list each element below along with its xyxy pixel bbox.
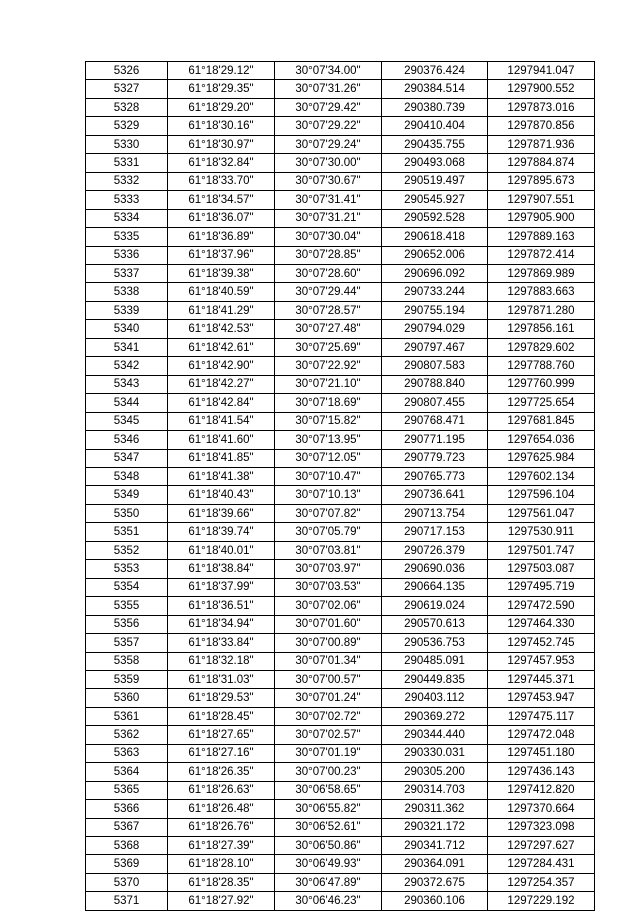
latitude-cell: 61°18'42.84" xyxy=(168,394,275,412)
y-coordinate-cell: 1297889.163 xyxy=(488,228,595,246)
latitude-cell: 61°18'31.03" xyxy=(168,670,275,688)
point-number-cell: 5340 xyxy=(86,320,168,338)
x-coordinate-cell: 290403.112 xyxy=(382,689,488,707)
point-number-cell: 5347 xyxy=(86,449,168,467)
table-row xyxy=(86,781,595,799)
longitude-cell: 30°07'22.92" xyxy=(275,357,382,375)
longitude-cell: 30°07'29.44" xyxy=(275,283,382,301)
latitude-cell: 61°18'37.96" xyxy=(168,246,275,264)
y-coordinate-cell: 1297436.143 xyxy=(488,763,595,781)
table-row xyxy=(86,855,595,873)
point-number-cell: 5329 xyxy=(86,117,168,135)
latitude-cell: 61°18'40.01" xyxy=(168,541,275,559)
table-row xyxy=(86,394,595,412)
point-number-cell: 5349 xyxy=(86,486,168,504)
point-number-cell: 5343 xyxy=(86,375,168,393)
table-row xyxy=(86,726,595,744)
longitude-cell: 30°07'13.95" xyxy=(275,431,382,449)
table-row xyxy=(86,597,595,615)
table-row xyxy=(86,246,595,264)
point-number-cell: 5328 xyxy=(86,98,168,116)
longitude-cell: 30°06'46.23" xyxy=(275,892,382,910)
latitude-cell: 61°18'28.35" xyxy=(168,873,275,891)
y-coordinate-cell: 1297884.874 xyxy=(488,154,595,172)
table-row xyxy=(86,117,595,135)
point-number-cell: 5358 xyxy=(86,652,168,670)
table-row xyxy=(86,357,595,375)
latitude-cell: 61°18'41.54" xyxy=(168,412,275,430)
x-coordinate-cell: 290493.068 xyxy=(382,154,488,172)
y-coordinate-cell: 1297681.845 xyxy=(488,412,595,430)
x-coordinate-cell: 290733.244 xyxy=(382,283,488,301)
latitude-cell: 61°18'40.43" xyxy=(168,486,275,504)
table-row xyxy=(86,154,595,172)
longitude-cell: 30°06'50.86" xyxy=(275,837,382,855)
longitude-cell: 30°07'01.60" xyxy=(275,615,382,633)
longitude-cell: 30°07'29.24" xyxy=(275,135,382,153)
x-coordinate-cell: 290696.092 xyxy=(382,264,488,282)
x-coordinate-cell: 290618.418 xyxy=(382,228,488,246)
x-coordinate-cell: 290314.703 xyxy=(382,781,488,799)
point-number-cell: 5338 xyxy=(86,283,168,301)
longitude-cell: 30°06'47.89" xyxy=(275,873,382,891)
x-coordinate-cell: 290619.024 xyxy=(382,597,488,615)
point-number-cell: 5357 xyxy=(86,634,168,652)
x-coordinate-cell: 290341.712 xyxy=(382,837,488,855)
longitude-cell: 30°07'30.04" xyxy=(275,228,382,246)
latitude-cell: 61°18'26.48" xyxy=(168,800,275,818)
latitude-cell: 61°18'30.16" xyxy=(168,117,275,135)
table-row xyxy=(86,172,595,190)
point-number-cell: 5359 xyxy=(86,670,168,688)
latitude-cell: 61°18'41.29" xyxy=(168,301,275,319)
y-coordinate-cell: 1297445.371 xyxy=(488,670,595,688)
point-number-cell: 5352 xyxy=(86,541,168,559)
y-coordinate-cell: 1297561.047 xyxy=(488,504,595,522)
table-row xyxy=(86,228,595,246)
y-coordinate-cell: 1297284.431 xyxy=(488,855,595,873)
x-coordinate-cell: 290768.471 xyxy=(382,412,488,430)
y-coordinate-cell: 1297472.048 xyxy=(488,726,595,744)
longitude-cell: 30°07'03.53" xyxy=(275,578,382,596)
longitude-cell: 30°07'01.24" xyxy=(275,689,382,707)
longitude-cell: 30°07'28.85" xyxy=(275,246,382,264)
longitude-cell: 30°07'25.69" xyxy=(275,338,382,356)
table-row xyxy=(86,504,595,522)
y-coordinate-cell: 1297412.820 xyxy=(488,781,595,799)
latitude-cell: 61°18'34.94" xyxy=(168,615,275,633)
y-coordinate-cell: 1297856.161 xyxy=(488,320,595,338)
latitude-cell: 61°18'27.92" xyxy=(168,892,275,910)
table-row xyxy=(86,818,595,836)
point-number-cell: 5351 xyxy=(86,523,168,541)
latitude-cell: 61°18'36.07" xyxy=(168,209,275,227)
table-row xyxy=(86,707,595,725)
table-row xyxy=(86,412,595,430)
longitude-cell: 30°07'02.06" xyxy=(275,597,382,615)
table-row xyxy=(86,689,595,707)
latitude-cell: 61°18'27.16" xyxy=(168,744,275,762)
x-coordinate-cell: 290807.583 xyxy=(382,357,488,375)
y-coordinate-cell: 1297869.989 xyxy=(488,264,595,282)
point-number-cell: 5327 xyxy=(86,80,168,98)
x-coordinate-cell: 290726.379 xyxy=(382,541,488,559)
x-coordinate-cell: 290717.153 xyxy=(382,523,488,541)
y-coordinate-cell: 1297297.627 xyxy=(488,837,595,855)
table-row xyxy=(86,320,595,338)
longitude-cell: 30°07'00.23" xyxy=(275,763,382,781)
latitude-cell: 61°18'26.76" xyxy=(168,818,275,836)
latitude-cell: 61°18'26.35" xyxy=(168,763,275,781)
point-number-cell: 5365 xyxy=(86,781,168,799)
y-coordinate-cell: 1297453.947 xyxy=(488,689,595,707)
point-number-cell: 5361 xyxy=(86,707,168,725)
x-coordinate-cell: 290713.754 xyxy=(382,504,488,522)
y-coordinate-cell: 1297870.856 xyxy=(488,117,595,135)
point-number-cell: 5366 xyxy=(86,800,168,818)
y-coordinate-cell: 1297503.087 xyxy=(488,560,595,578)
latitude-cell: 61°18'41.60" xyxy=(168,431,275,449)
table-row xyxy=(86,449,595,467)
y-coordinate-cell: 1297596.104 xyxy=(488,486,595,504)
y-coordinate-cell: 1297457.953 xyxy=(488,652,595,670)
point-number-cell: 5354 xyxy=(86,578,168,596)
x-coordinate-cell: 290311.362 xyxy=(382,800,488,818)
latitude-cell: 61°18'36.89" xyxy=(168,228,275,246)
latitude-cell: 61°18'26.63" xyxy=(168,781,275,799)
longitude-cell: 30°07'30.67" xyxy=(275,172,382,190)
point-number-cell: 5355 xyxy=(86,597,168,615)
y-coordinate-cell: 1297788.760 xyxy=(488,357,595,375)
point-number-cell: 5346 xyxy=(86,431,168,449)
table-row xyxy=(86,467,595,485)
table-row xyxy=(86,578,595,596)
y-coordinate-cell: 1297873.016 xyxy=(488,98,595,116)
x-coordinate-cell: 290592.528 xyxy=(382,209,488,227)
table-row xyxy=(86,652,595,670)
longitude-cell: 30°07'07.82" xyxy=(275,504,382,522)
point-number-cell: 5368 xyxy=(86,837,168,855)
point-number-cell: 5326 xyxy=(86,62,168,80)
latitude-cell: 61°18'30.97" xyxy=(168,135,275,153)
longitude-cell: 30°07'31.41" xyxy=(275,191,382,209)
latitude-cell: 61°18'29.35" xyxy=(168,80,275,98)
latitude-cell: 61°18'42.53" xyxy=(168,320,275,338)
point-number-cell: 5367 xyxy=(86,818,168,836)
table-row xyxy=(86,80,595,98)
y-coordinate-cell: 1297872.414 xyxy=(488,246,595,264)
longitude-cell: 30°07'10.13" xyxy=(275,486,382,504)
y-coordinate-cell: 1297871.280 xyxy=(488,301,595,319)
x-coordinate-cell: 290485.091 xyxy=(382,652,488,670)
point-number-cell: 5363 xyxy=(86,744,168,762)
longitude-cell: 30°07'15.82" xyxy=(275,412,382,430)
table-row xyxy=(86,634,595,652)
latitude-cell: 61°18'28.10" xyxy=(168,855,275,873)
longitude-cell: 30°07'29.22" xyxy=(275,117,382,135)
point-number-cell: 5331 xyxy=(86,154,168,172)
y-coordinate-cell: 1297501.747 xyxy=(488,541,595,559)
table-row xyxy=(86,135,595,153)
x-coordinate-cell: 290788.840 xyxy=(382,375,488,393)
longitude-cell: 30°07'27.48" xyxy=(275,320,382,338)
latitude-cell: 61°18'42.61" xyxy=(168,338,275,356)
latitude-cell: 61°18'42.27" xyxy=(168,375,275,393)
longitude-cell: 30°06'58.65" xyxy=(275,781,382,799)
latitude-cell: 61°18'39.74" xyxy=(168,523,275,541)
y-coordinate-cell: 1297895.673 xyxy=(488,172,595,190)
longitude-cell: 30°07'05.79" xyxy=(275,523,382,541)
point-number-cell: 5339 xyxy=(86,301,168,319)
table-row xyxy=(86,375,595,393)
coordinates-table xyxy=(85,61,595,911)
latitude-cell: 61°18'27.39" xyxy=(168,837,275,855)
latitude-cell: 61°18'32.84" xyxy=(168,154,275,172)
table-row xyxy=(86,209,595,227)
x-coordinate-cell: 290797.467 xyxy=(382,338,488,356)
x-coordinate-cell: 290570.613 xyxy=(382,615,488,633)
y-coordinate-cell: 1297254.357 xyxy=(488,873,595,891)
y-coordinate-cell: 1297229.192 xyxy=(488,892,595,910)
table-row xyxy=(86,892,595,910)
longitude-cell: 30°07'28.60" xyxy=(275,264,382,282)
point-number-cell: 5330 xyxy=(86,135,168,153)
y-coordinate-cell: 1297472.590 xyxy=(488,597,595,615)
table-row xyxy=(86,744,595,762)
latitude-cell: 61°18'29.20" xyxy=(168,98,275,116)
y-coordinate-cell: 1297829.602 xyxy=(488,338,595,356)
point-number-cell: 5333 xyxy=(86,191,168,209)
y-coordinate-cell: 1297871.936 xyxy=(488,135,595,153)
point-number-cell: 5345 xyxy=(86,412,168,430)
point-number-cell: 5353 xyxy=(86,560,168,578)
point-number-cell: 5334 xyxy=(86,209,168,227)
y-coordinate-cell: 1297654.036 xyxy=(488,431,595,449)
longitude-cell: 30°07'10.47" xyxy=(275,467,382,485)
latitude-cell: 61°18'32.18" xyxy=(168,652,275,670)
x-coordinate-cell: 290779.723 xyxy=(382,449,488,467)
x-coordinate-cell: 290736.641 xyxy=(382,486,488,504)
latitude-cell: 61°18'28.45" xyxy=(168,707,275,725)
table-row xyxy=(86,486,595,504)
table-row xyxy=(86,523,595,541)
x-coordinate-cell: 290321.172 xyxy=(382,818,488,836)
table-row xyxy=(86,301,595,319)
x-coordinate-cell: 290372.675 xyxy=(382,873,488,891)
x-coordinate-cell: 290652.006 xyxy=(382,246,488,264)
x-coordinate-cell: 290305.200 xyxy=(382,763,488,781)
table-row xyxy=(86,670,595,688)
y-coordinate-cell: 1297530.911 xyxy=(488,523,595,541)
table-row xyxy=(86,283,595,301)
longitude-cell: 30°06'52.61" xyxy=(275,818,382,836)
latitude-cell: 61°18'39.66" xyxy=(168,504,275,522)
x-coordinate-cell: 290771.195 xyxy=(382,431,488,449)
point-number-cell: 5344 xyxy=(86,394,168,412)
y-coordinate-cell: 1297452.745 xyxy=(488,634,595,652)
point-number-cell: 5369 xyxy=(86,855,168,873)
longitude-cell: 30°07'00.57" xyxy=(275,670,382,688)
point-number-cell: 5348 xyxy=(86,467,168,485)
longitude-cell: 30°07'31.26" xyxy=(275,80,382,98)
x-coordinate-cell: 290519.497 xyxy=(382,172,488,190)
longitude-cell: 30°07'00.89" xyxy=(275,634,382,652)
longitude-cell: 30°07'28.57" xyxy=(275,301,382,319)
latitude-cell: 61°18'29.53" xyxy=(168,689,275,707)
table-row xyxy=(86,264,595,282)
x-coordinate-cell: 290364.091 xyxy=(382,855,488,873)
point-number-cell: 5362 xyxy=(86,726,168,744)
table-row xyxy=(86,98,595,116)
coordinates-table-body xyxy=(86,62,595,911)
y-coordinate-cell: 1297907.551 xyxy=(488,191,595,209)
point-number-cell: 5370 xyxy=(86,873,168,891)
y-coordinate-cell: 1297725.654 xyxy=(488,394,595,412)
table-row xyxy=(86,873,595,891)
y-coordinate-cell: 1297464.330 xyxy=(488,615,595,633)
table-row xyxy=(86,62,595,80)
table-row xyxy=(86,800,595,818)
x-coordinate-cell: 290449.835 xyxy=(382,670,488,688)
longitude-cell: 30°06'55.82" xyxy=(275,800,382,818)
x-coordinate-cell: 290384.514 xyxy=(382,80,488,98)
point-number-cell: 5350 xyxy=(86,504,168,522)
longitude-cell: 30°07'21.10" xyxy=(275,375,382,393)
latitude-cell: 61°18'40.59" xyxy=(168,283,275,301)
latitude-cell: 61°18'38.84" xyxy=(168,560,275,578)
point-number-cell: 5364 xyxy=(86,763,168,781)
longitude-cell: 30°07'18.69" xyxy=(275,394,382,412)
x-coordinate-cell: 290330.031 xyxy=(382,744,488,762)
latitude-cell: 61°18'33.70" xyxy=(168,172,275,190)
table-row xyxy=(86,763,595,781)
y-coordinate-cell: 1297941.047 xyxy=(488,62,595,80)
point-number-cell: 5336 xyxy=(86,246,168,264)
longitude-cell: 30°07'12.05" xyxy=(275,449,382,467)
longitude-cell: 30°07'30.00" xyxy=(275,154,382,172)
longitude-cell: 30°07'02.57" xyxy=(275,726,382,744)
y-coordinate-cell: 1297625.984 xyxy=(488,449,595,467)
x-coordinate-cell: 290664.135 xyxy=(382,578,488,596)
x-coordinate-cell: 290794.029 xyxy=(382,320,488,338)
x-coordinate-cell: 290376.424 xyxy=(382,62,488,80)
table-row xyxy=(86,560,595,578)
table-row xyxy=(86,541,595,559)
x-coordinate-cell: 290435.755 xyxy=(382,135,488,153)
y-coordinate-cell: 1297883.663 xyxy=(488,283,595,301)
longitude-cell: 30°07'34.00" xyxy=(275,62,382,80)
longitude-cell: 30°07'03.97" xyxy=(275,560,382,578)
table-row xyxy=(86,191,595,209)
x-coordinate-cell: 290765.773 xyxy=(382,467,488,485)
latitude-cell: 61°18'39.38" xyxy=(168,264,275,282)
point-number-cell: 5360 xyxy=(86,689,168,707)
x-coordinate-cell: 290410.404 xyxy=(382,117,488,135)
longitude-cell: 30°07'03.81" xyxy=(275,541,382,559)
x-coordinate-cell: 290344.440 xyxy=(382,726,488,744)
x-coordinate-cell: 290380.739 xyxy=(382,98,488,116)
latitude-cell: 61°18'41.38" xyxy=(168,467,275,485)
latitude-cell: 61°18'37.99" xyxy=(168,578,275,596)
longitude-cell: 30°07'01.34" xyxy=(275,652,382,670)
latitude-cell: 61°18'33.84" xyxy=(168,634,275,652)
latitude-cell: 61°18'27.65" xyxy=(168,726,275,744)
table-row xyxy=(86,338,595,356)
longitude-cell: 30°06'49.93" xyxy=(275,855,382,873)
x-coordinate-cell: 290755.194 xyxy=(382,301,488,319)
x-coordinate-cell: 290536.753 xyxy=(382,634,488,652)
latitude-cell: 61°18'41.85" xyxy=(168,449,275,467)
y-coordinate-cell: 1297760.999 xyxy=(488,375,595,393)
y-coordinate-cell: 1297323.098 xyxy=(488,818,595,836)
y-coordinate-cell: 1297905.900 xyxy=(488,209,595,227)
table-row xyxy=(86,615,595,633)
y-coordinate-cell: 1297370.664 xyxy=(488,800,595,818)
y-coordinate-cell: 1297900.552 xyxy=(488,80,595,98)
point-number-cell: 5371 xyxy=(86,892,168,910)
longitude-cell: 30°07'01.19" xyxy=(275,744,382,762)
longitude-cell: 30°07'31.21" xyxy=(275,209,382,227)
x-coordinate-cell: 290360.106 xyxy=(382,892,488,910)
x-coordinate-cell: 290690.036 xyxy=(382,560,488,578)
point-number-cell: 5332 xyxy=(86,172,168,190)
x-coordinate-cell: 290545.927 xyxy=(382,191,488,209)
point-number-cell: 5337 xyxy=(86,264,168,282)
y-coordinate-cell: 1297451.180 xyxy=(488,744,595,762)
table-row xyxy=(86,431,595,449)
table-row xyxy=(86,837,595,855)
point-number-cell: 5342 xyxy=(86,357,168,375)
point-number-cell: 5335 xyxy=(86,228,168,246)
y-coordinate-cell: 1297602.134 xyxy=(488,467,595,485)
latitude-cell: 61°18'36.51" xyxy=(168,597,275,615)
latitude-cell: 61°18'34.57" xyxy=(168,191,275,209)
point-number-cell: 5356 xyxy=(86,615,168,633)
point-number-cell: 5341 xyxy=(86,338,168,356)
latitude-cell: 61°18'29.12" xyxy=(168,62,275,80)
y-coordinate-cell: 1297475.117 xyxy=(488,707,595,725)
longitude-cell: 30°07'02.72" xyxy=(275,707,382,725)
longitude-cell: 30°07'29.42" xyxy=(275,98,382,116)
x-coordinate-cell: 290807.455 xyxy=(382,394,488,412)
latitude-cell: 61°18'42.90" xyxy=(168,357,275,375)
y-coordinate-cell: 1297495.719 xyxy=(488,578,595,596)
x-coordinate-cell: 290369.272 xyxy=(382,707,488,725)
